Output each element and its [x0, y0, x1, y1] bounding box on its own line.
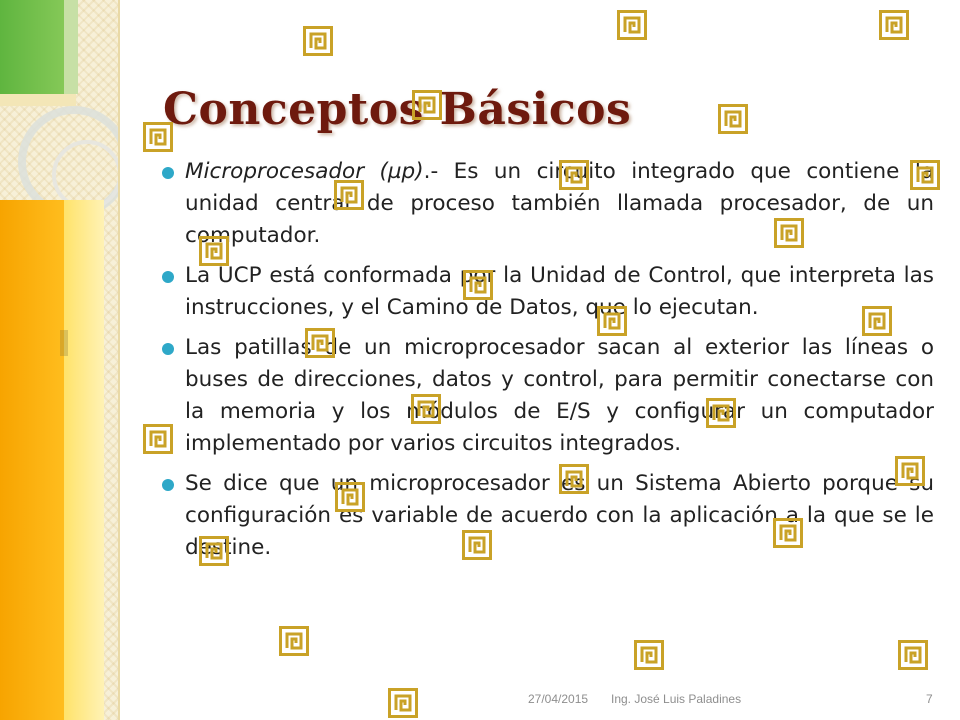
bullet-item	[162, 260, 934, 324]
bullet-dot-icon	[162, 343, 174, 355]
greek-key-icon	[617, 10, 647, 40]
bullet-item	[162, 468, 934, 564]
greek-key-icon	[898, 640, 928, 670]
bullet-text: .- Es un circuito integrado que contiene la unidad central de proceso también llamada procesador, de un computador.	[185, 159, 935, 248]
footer-page-number: 7	[926, 692, 933, 706]
bullet-dot-icon	[162, 167, 174, 179]
band-mark	[60, 330, 68, 356]
band-yellow-bar	[64, 200, 104, 720]
band-green-stripe	[64, 0, 78, 94]
footer-date: 27/04/2015	[528, 692, 589, 706]
greek-key-icon	[718, 104, 748, 134]
bullet-item	[162, 156, 934, 252]
greek-key-icon	[879, 10, 909, 40]
decorative-side-band	[0, 0, 118, 720]
greek-key-icon	[388, 688, 418, 718]
bullet-text: La UCP está conformada por la Unidad de Control, que interpreta las instrucciones, y el Camino de Datos, que lo ejecutan.	[185, 263, 934, 320]
bullet-term: Microprocesador (µp)	[185, 159, 424, 184]
band-orange-bar	[0, 200, 64, 720]
bullet-text: Las patillas de un microprocesador sacan al exterior las líneas o buses de direcciones, datos y control, para permitir conectarse con la memoria y los módulos de E/S y configurar un computador implementado por varios circuitos integrados.	[185, 335, 934, 456]
greek-key-icon	[303, 26, 333, 56]
slide-title: Conceptos Básicos	[163, 84, 632, 135]
footer-author: Ing. José Luis Paladines	[611, 692, 742, 706]
bullet-dot-icon	[162, 479, 174, 491]
bullet-item	[162, 332, 934, 460]
greek-key-icon	[279, 626, 309, 656]
bullet-dot-icon	[162, 271, 174, 283]
bullet-list	[162, 156, 934, 572]
band-divider	[118, 0, 120, 720]
greek-key-icon	[634, 640, 664, 670]
band-pale-strip	[0, 94, 76, 106]
bullet-text: Se dice que un microprocesador es un Sistema Abierto porque su configuración es variable de acuerdo con la aplicación a la que se le destine.	[185, 471, 934, 560]
